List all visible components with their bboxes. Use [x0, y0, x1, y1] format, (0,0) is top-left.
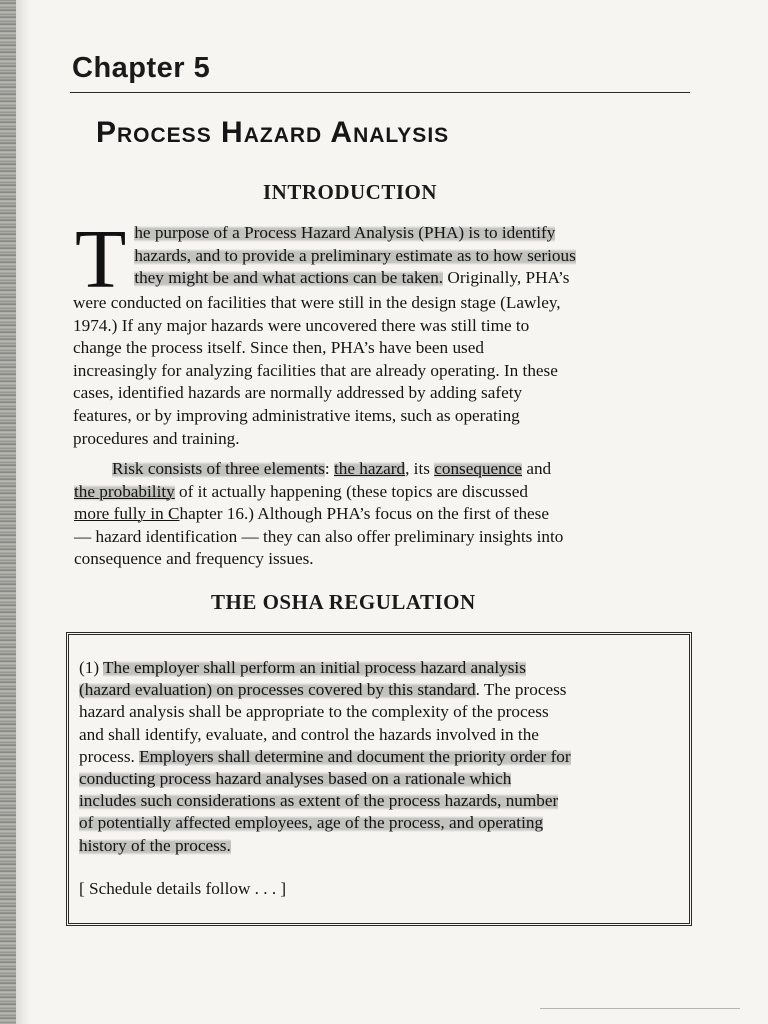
scan-binding-shadow — [16, 0, 30, 1024]
text-span: , its — [405, 459, 435, 478]
text-span: . The process — [475, 680, 567, 700]
introduction-paragraph — [73, 213, 677, 450]
intro-line-2 — [73, 245, 677, 268]
reg-line-6 — [79, 768, 685, 790]
reg-line-9 — [79, 835, 685, 857]
reg-line-5 — [79, 746, 685, 768]
underlined-text: consequence — [434, 459, 523, 478]
reg-line-7 — [79, 790, 685, 812]
reg-line-8 — [79, 812, 685, 834]
text-span: and — [522, 459, 552, 478]
text-span: hapter 16.) Although PHA’s focus on the first of these — [179, 504, 549, 524]
scan-binding-edge — [0, 0, 16, 1024]
intro-line-6: change the process itself. Since then, PHA’s have been used — [73, 338, 484, 358]
risk-line-5: consequence and frequency issues. — [74, 549, 314, 569]
introduction-heading: INTRODUCTION — [263, 180, 438, 204]
risk-line-2 — [74, 481, 684, 504]
intro-line-1 — [73, 222, 677, 245]
footer-rule — [540, 1008, 740, 1009]
highlighted-text: includes such considerations as extent of the process hazards, number — [79, 791, 559, 811]
reg-line-4: and shall identify, evaluate, and control the hazards involved in the — [79, 724, 539, 744]
risk-line-4: — hazard identification — they can also offer preliminary insights into — [74, 526, 564, 546]
text-span: (1) — [79, 658, 104, 677]
highlighted-text: they might be and what actions can be taken. — [134, 268, 444, 288]
schedule-follow-note: [ Schedule details follow . . . ] — [79, 879, 287, 898]
reg-line-1 — [79, 657, 685, 679]
text-span: process. — [79, 746, 140, 766]
highlighted-text: the probability — [74, 481, 175, 501]
highlighted-text: history of the process. — [79, 835, 231, 855]
text-span: Originally, PHA’s — [443, 268, 570, 288]
risk-line-3 — [74, 503, 684, 526]
chapter-title: Process Hazard Analysis — [96, 116, 450, 149]
osha-heading: THE OSHA REGULATION — [211, 590, 476, 614]
highlighted-text: Employers shall determine and document the priority order for — [139, 746, 571, 766]
regulation-text — [79, 657, 685, 857]
text-span: : — [324, 459, 334, 478]
intro-line-9: features, or by improving administrative items, such as operating — [73, 405, 520, 425]
intro-line-4: were conducted on facilities that were still in the design stage (Lawley, — [73, 293, 561, 312]
intro-line-8: cases, identified hazards are normally addressed by adding safety — [73, 383, 523, 403]
highlighted-text: of potentially affected employees, age of the process, and operating — [79, 813, 544, 833]
reg-line-3: hazard analysis shall be appropriate to the complexity of the process — [79, 702, 549, 722]
intro-line-10: procedures and training. — [73, 428, 240, 448]
highlighted-text: hazards, and to provide a preliminary estimate as to how serious — [134, 245, 576, 265]
risk-line-1 — [74, 458, 684, 481]
chapter-rule — [70, 92, 690, 93]
text-span: of it actually happening (these topics are discussed — [174, 481, 528, 501]
highlighted-text: the hazard — [333, 459, 406, 478]
highlighted-text: The employer shall perform an initial process hazard analysis — [103, 658, 526, 677]
chapter-label: Chapter 5 — [72, 52, 211, 84]
highlighted-text: he purpose of a Process Hazard Analysis (PHA) is to identify — [134, 223, 556, 242]
intro-line-3 — [73, 267, 677, 290]
intro-line-5: 1974.) If any major hazards were uncovered there was still time to — [73, 315, 530, 335]
risk-paragraph — [74, 458, 684, 571]
intro-line-7: increasingly for analyzing facilities that are already operating. In these — [73, 360, 558, 380]
highlighted-text: (hazard evaluation) on processes covered by this standard — [79, 680, 476, 700]
highlighted-text: conducting process hazard analyses based on a rationale which — [79, 769, 512, 789]
drop-cap: T — [75, 213, 127, 306]
highlighted-text: Risk consists of three elements — [112, 459, 325, 478]
reg-line-2 — [79, 679, 685, 701]
underlined-text: more fully in C — [74, 504, 180, 524]
osha-regulation-box — [66, 632, 692, 926]
